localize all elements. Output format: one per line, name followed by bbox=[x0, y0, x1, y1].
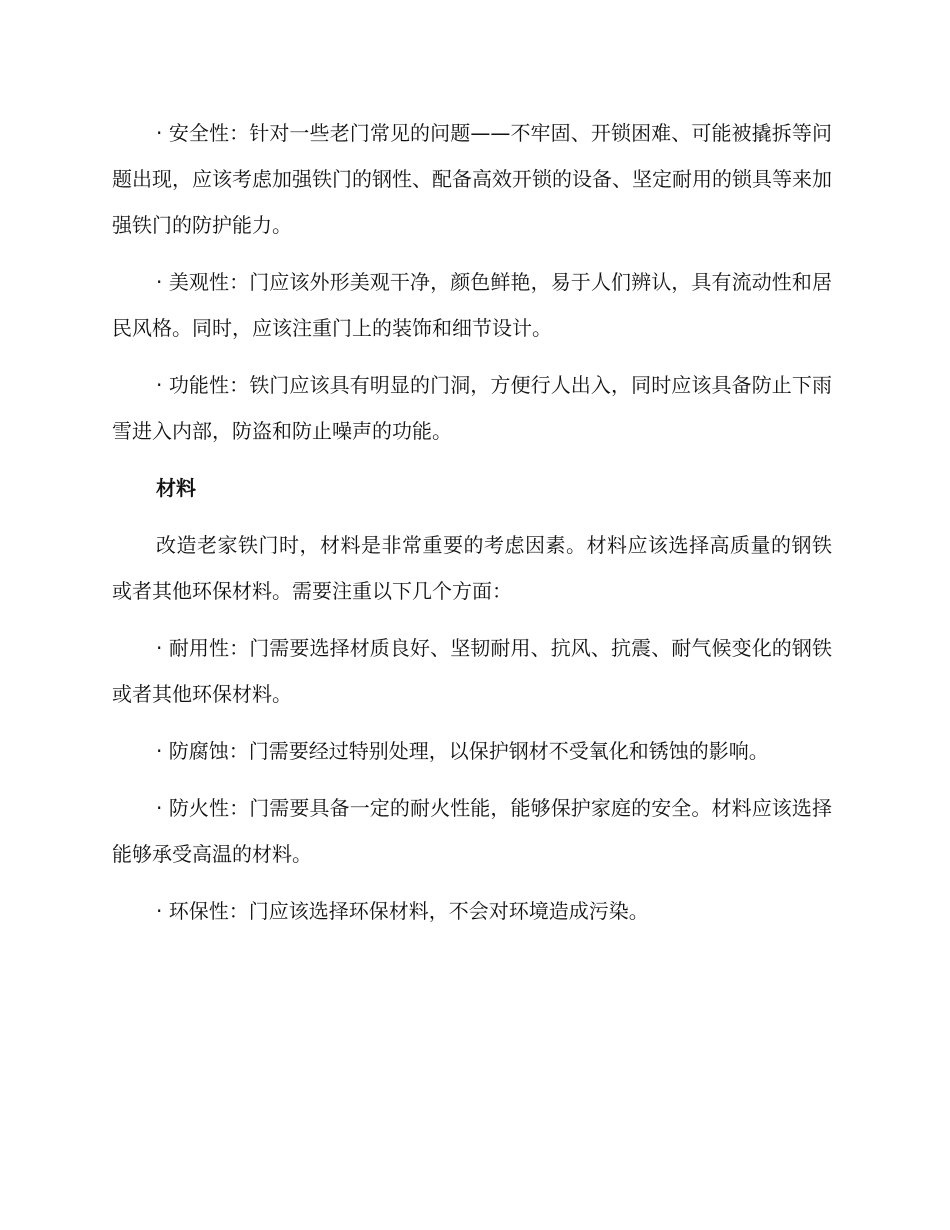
paragraph-appearance: · 美观性：门应该外形美观干净，颜色鲜艳，易于人们辨认，具有流动性和居民风格。同时，应该注重门上的装饰和细节设计。 bbox=[112, 270, 832, 340]
paragraph-function: · 功能性：铁门应该具有明显的门洞，方便行人出入，同时应该具备防止下雨雪进入内部，防盗和防止噪声的功能。 bbox=[112, 373, 832, 443]
document-body bbox=[112, 110, 832, 945]
paragraph-safety: · 安全性：针对一些老门常见的问题——不牢固、开锁困难、可能被撬拆等问题出现，应该考虑加强铁门的钢性、配备高效开锁的设备、坚定耐用的锁具等来加强铁门的防护能力。 bbox=[112, 121, 832, 237]
paragraph-materials-intro: 改造老家铁门时，材料是非常重要的考虑因素。材料应该选择高质量的钢铁或者其他环保材料。需要注重以下几个方面： bbox=[112, 533, 832, 603]
section-heading-materials: 材料 bbox=[156, 476, 196, 500]
paragraph-fireproof: · 防火性：门需要具备一定的耐火性能，能够保护家庭的安全。材料应该选择能够承受高温的材料。 bbox=[112, 796, 832, 866]
paragraph-durability: · 耐用性：门需要选择材质良好、坚韧耐用、抗风、抗震、耐气候变化的钢铁或者其他环保材料。 bbox=[112, 636, 832, 706]
paragraph-eco: · 环保性：门应该选择环保材料，不会对环境造成污染。 bbox=[156, 899, 649, 923]
paragraph-anticorrosion: · 防腐蚀：门需要经过特别处理，以保护钢材不受氧化和锈蚀的影响。 bbox=[156, 739, 769, 763]
